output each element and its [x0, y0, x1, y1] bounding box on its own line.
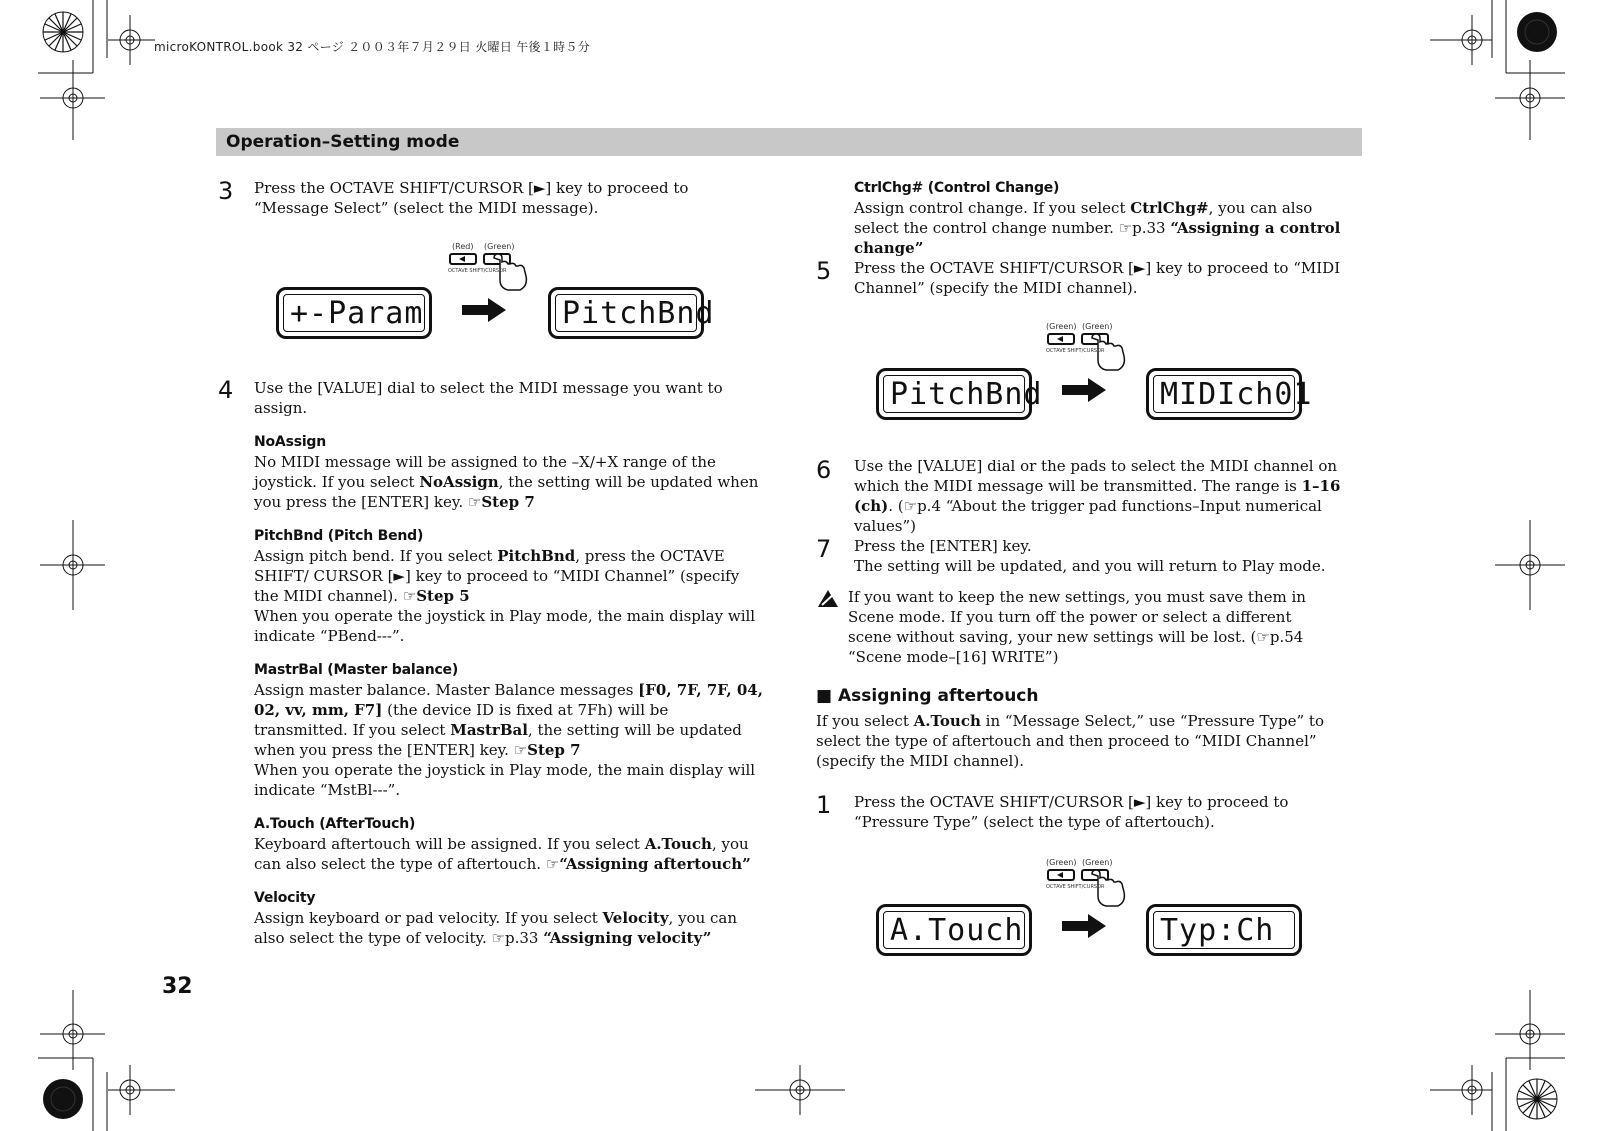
book-header-meta: microKONTROL.book 32 ページ ２００３年７月２９日 火曜日 午後１時５分 [154, 40, 591, 54]
lcd-text: PitchBnd [883, 375, 1025, 413]
step-number: 3 [218, 177, 234, 205]
term-atouch: A.Touch (AfterTouch) [254, 816, 416, 832]
note-text: If you want to keep the new settings, you must save them in Scene mode. If you turn off the power or select a different scene without saving, your new settings will be lost. (☞p.54 “Scene mode–[16] WRITE”) [848, 588, 1306, 666]
section-header-bar [216, 128, 1362, 156]
term-velocity: Velocity [254, 890, 316, 906]
step-6-text: Use the [VALUE] dial or the pads to select the MIDI channel on which the MIDI message will be transmitted. The range is 1–16 (ch). (☞p.4 “About the trigger pad functions–Input numerical values”) [854, 457, 1341, 535]
section-title: Operation–Setting mode [226, 132, 460, 152]
lcd-display-to [548, 287, 715, 339]
step-1-text [854, 792, 1359, 832]
right-arrow-icon [1062, 378, 1106, 402]
step-text: Press the OCTAVE SHIFT/CURSOR [►] key to proceed to “Pressure Type” (select the type of aftertouch). [854, 793, 1289, 831]
term-ctrlchg: CtrlChg# (Control Change) [854, 180, 1060, 196]
note-pencil-icon [816, 588, 840, 608]
velocity-desc: Assign keyboard or pad velocity. If you select Velocity, you can also select the type of velocity. ☞p.33 “Assigning velocity” [254, 909, 738, 947]
key-color-label: (Green) [1046, 322, 1077, 331]
step-number: 4 [218, 376, 234, 404]
mastrbal-desc: Assign master balance. Master Balance messages [F0, 7F, 7F, 04, 02, vv, mm, F7] (the device ID is fixed at 7Fh) will be transmitted. If you select MastrBal, the setting will be updated when you press the [ENTER] key. ☞Step 7 [254, 681, 763, 759]
step-4-block [254, 378, 764, 948]
step-number: 7 [816, 535, 832, 563]
term-pitchbnd: PitchBnd (Pitch Bend) [254, 528, 424, 544]
step-3-text [254, 178, 764, 218]
key-color-label: (Red) [452, 242, 474, 251]
step-7-text: Press the [ENTER] key. The setting will be updated, and you will return to Play mode. [854, 537, 1326, 575]
step-text: Press the OCTAVE SHIFT/CURSOR [►] key to proceed to “Message Select” (select the MIDI message). [254, 179, 689, 217]
section-subheading: ■ Assigning aftertouch [816, 686, 1039, 706]
aftertouch-intro: If you select A.Touch in “Message Select,” use “Pressure Type” to select the type of aftertouch and then proceed to “MIDI Channel” (specify the MIDI channel). [816, 712, 1324, 770]
lcd-display-from [876, 904, 1032, 956]
pitchbnd-desc: Assign pitch bend. If you select PitchBnd, press the OCTAVE SHIFT/ CURSOR [►] key to proceed to “MIDI Channel” (specify the MIDI channel). ☞Step 5 [254, 547, 740, 605]
step-5-text [854, 258, 1354, 298]
key-color-label: (Green) [1082, 322, 1113, 331]
step-number: 5 [816, 257, 832, 285]
mastrbal-display-note: When you operate the joystick in Play mode, the main display will indicate “MstBl---”. [254, 761, 756, 799]
step-text: Use the [VALUE] dial to select the MIDI message you want to assign. [254, 379, 723, 417]
lcd-display-to [1146, 368, 1313, 420]
noassign-desc: No MIDI message will be assigned to the –X/+X range of the joystick. If you select NoAssign, the setting will be updated when you press the [ENTER] key. ☞Step 7 [254, 453, 759, 511]
lcd-display-from [876, 368, 1043, 420]
key-color-label: (Green) [484, 242, 515, 251]
step-number: 1 [816, 791, 832, 819]
key-caption: OCTAVE SHIFT/CURSOR [448, 268, 507, 274]
key-color-label: (Green) [1046, 858, 1077, 867]
right-arrow-icon [1062, 914, 1106, 938]
ctrlchg-desc: Assign control change. If you select CtrlChg#, you can also select the control change number. ☞p.33 “Assigning a control change” [854, 199, 1341, 257]
page-number: 32 [162, 974, 193, 999]
step-text: Press the OCTAVE SHIFT/CURSOR [►] key to proceed to “MIDI Channel” (specify the MIDI channel). [854, 259, 1341, 297]
term-mastrbal: MastrBal (Master balance) [254, 662, 459, 678]
ctrlchg-block [854, 178, 1354, 258]
right-arrow-icon [462, 298, 506, 322]
pitchbnd-display-note: When you operate the joystick in Play mode, the main display will indicate “PBend---”. [254, 607, 756, 645]
step-number: 6 [816, 456, 832, 484]
lcd-text: A.Touch [883, 911, 1025, 949]
term-noassign: NoAssign [254, 434, 327, 450]
key-color-label: (Green) [1082, 858, 1113, 867]
lcd-text: MIDIch01 [1153, 375, 1295, 413]
key-caption: OCTAVE SHIFT/CURSOR [1046, 884, 1105, 890]
key-caption: OCTAVE SHIFT/CURSOR [1046, 348, 1105, 354]
lcd-text: Typ:Ch [1153, 911, 1295, 949]
lcd-text: PitchBnd [555, 294, 697, 332]
lcd-display-from [276, 287, 432, 339]
lcd-display-to [1146, 904, 1302, 956]
step-link: Step 7 [481, 493, 535, 511]
lcd-text: +-Param [283, 294, 425, 332]
atouch-desc: Keyboard aftertouch will be assigned. If you select A.Touch, you can also select the type of aftertouch. ☞“Assigning aftertouch” [254, 835, 751, 873]
